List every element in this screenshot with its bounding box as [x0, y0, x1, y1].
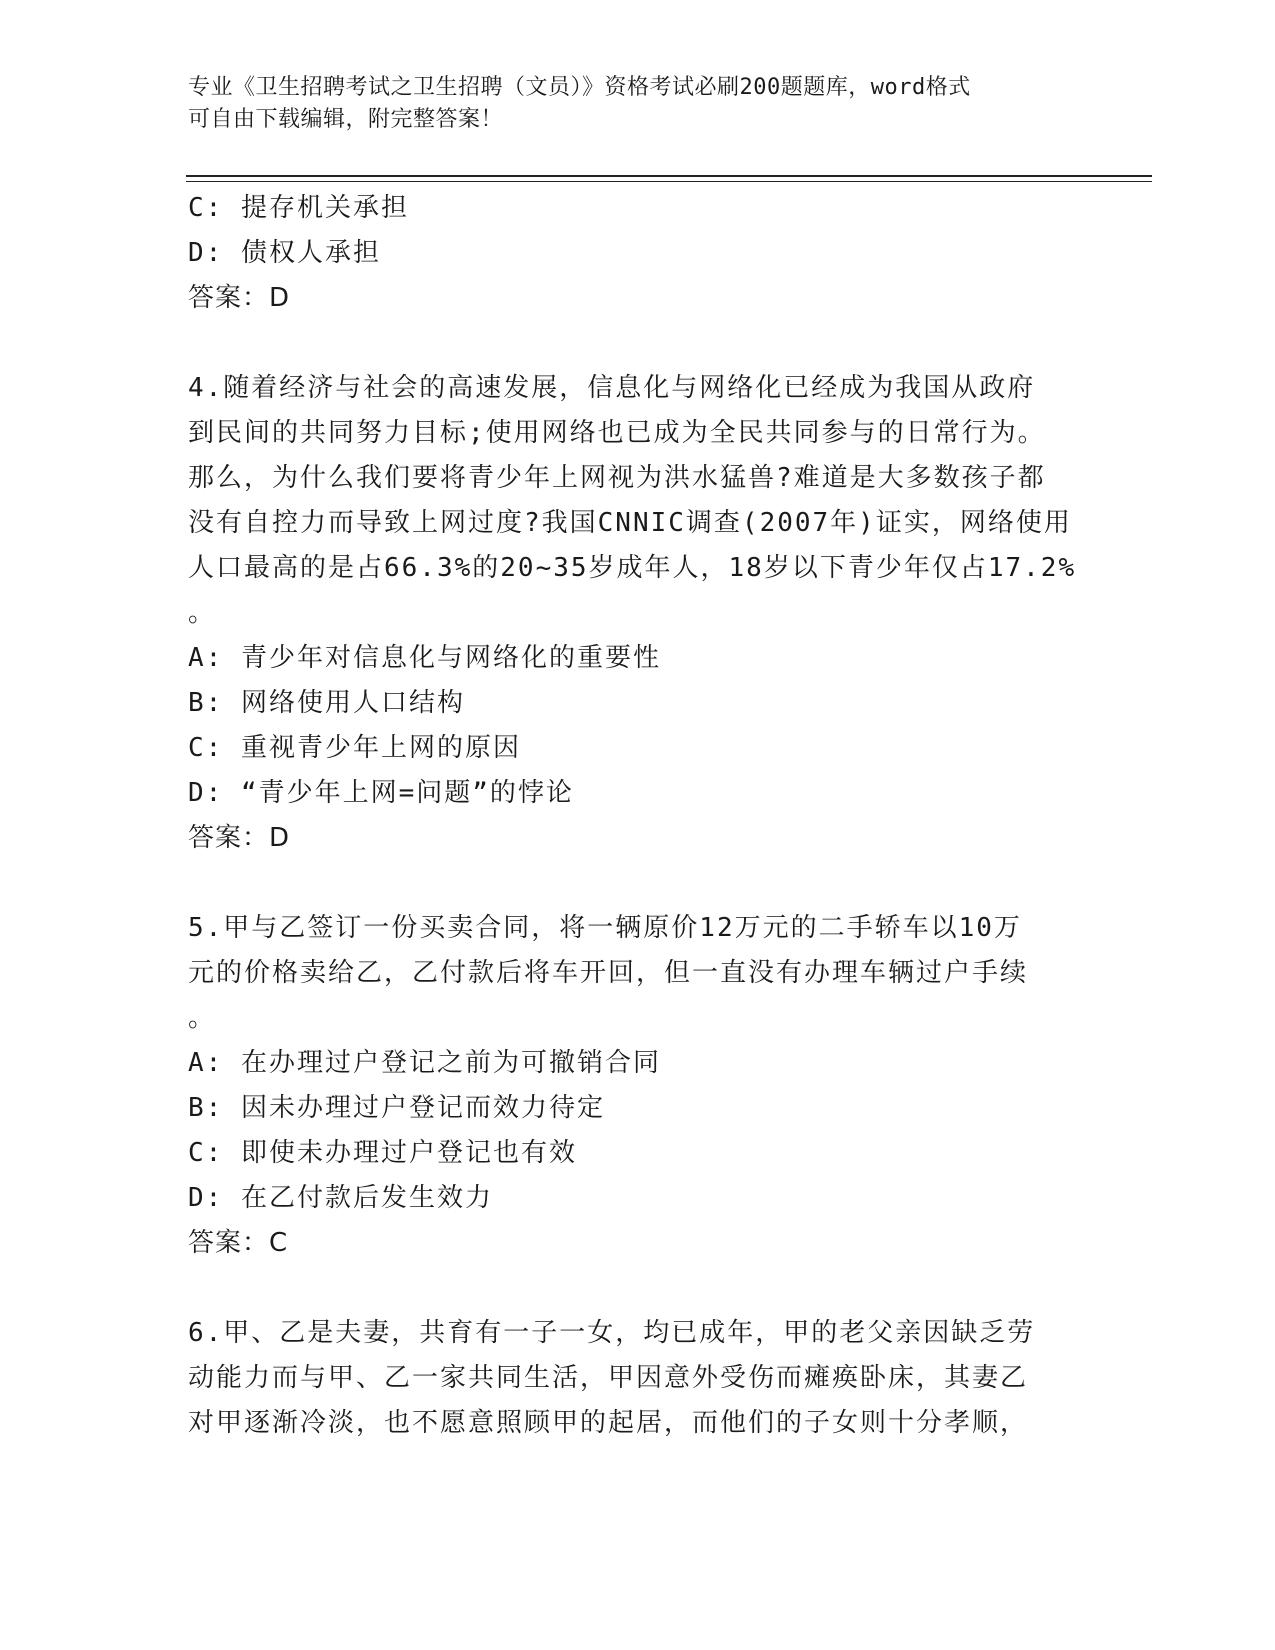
option-d: D: 在乙付款后发生效力	[188, 1183, 493, 1213]
question-text-line: 5.甲与乙签订一份买卖合同，将一辆原价12万元的二手轿车以10万	[188, 913, 1022, 943]
question-text-line: 对甲逐渐冷淡，也不愿意照顾甲的起居，而他们的子女则十分孝顺，	[188, 1408, 1029, 1438]
question-text-line: 动能力而与甲、乙一家共同生活，甲因意外受伤而瘫痪卧床，其妻乙	[188, 1363, 1029, 1393]
header-rule-thick	[186, 175, 1152, 177]
answer-line: 答案：C	[188, 1228, 289, 1258]
document-header	[188, 72, 1068, 136]
spacer	[188, 1266, 1088, 1311]
question-5	[188, 906, 1088, 1266]
option-c: C: 重视青少年上网的原因	[188, 733, 521, 763]
question-text-line: 到民间的共同努力目标;使用网络也已成为全民共同参与的日常行为。	[188, 418, 1046, 448]
header-line-2: 可自由下载编辑，附完整答案！	[188, 107, 504, 132]
question-text-line: 。	[188, 598, 217, 628]
answer-line: 答案：D	[188, 823, 291, 853]
spacer	[188, 321, 1088, 366]
answer-line: 答案：D	[188, 283, 291, 313]
question-text-line: 元的价格卖给乙，乙付款后将车开回，但一直没有办理车辆过户手续	[188, 958, 1029, 988]
header-line-1: 专业《卫生招聘考试之卫生招聘（文员）》资格考试必刷200题题库，word格式	[188, 75, 971, 100]
option-a: A: 在办理过户登记之前为可撤销合同	[188, 1048, 661, 1078]
question-text-line: 6.甲、乙是夫妻，共育有一子一女，均已成年，甲的老父亲因缺乏劳	[188, 1318, 1036, 1348]
spacer	[188, 861, 1088, 906]
question-text-line: 人口最高的是占66.3%的20~35岁成年人，18岁以下青少年仅占17.2%	[188, 553, 1077, 583]
option-c: C: 提存机关承担	[188, 193, 409, 223]
question-6	[188, 1311, 1088, 1446]
option-d: D: “青少年上网=问题”的悖论	[188, 778, 574, 808]
question-text-line: 那么，为什么我们要将青少年上网视为洪水猛兽?难道是大多数孩子都	[188, 463, 1046, 493]
question-text-line: 4.随着经济与社会的高速发展，信息化与网络化已经成为我国从政府	[188, 373, 1036, 403]
question-text-line: 没有自控力而导致上网过度?我国CNNIC调查(2007年)证实，网络使用	[188, 508, 1072, 538]
option-c: C: 即使未办理过户登记也有效	[188, 1138, 577, 1168]
question-text-line: 。	[188, 1003, 217, 1033]
option-d: D: 债权人承担	[188, 238, 381, 268]
option-b: B: 网络使用人口结构	[188, 688, 465, 718]
header-rule-thin	[186, 181, 1152, 182]
option-b: B: 因未办理过户登记而效力待定	[188, 1093, 605, 1123]
option-a: A: 青少年对信息化与网络化的重要性	[188, 643, 661, 673]
question-4	[188, 366, 1088, 861]
question-3	[188, 186, 1088, 321]
document-body	[188, 186, 1088, 1446]
